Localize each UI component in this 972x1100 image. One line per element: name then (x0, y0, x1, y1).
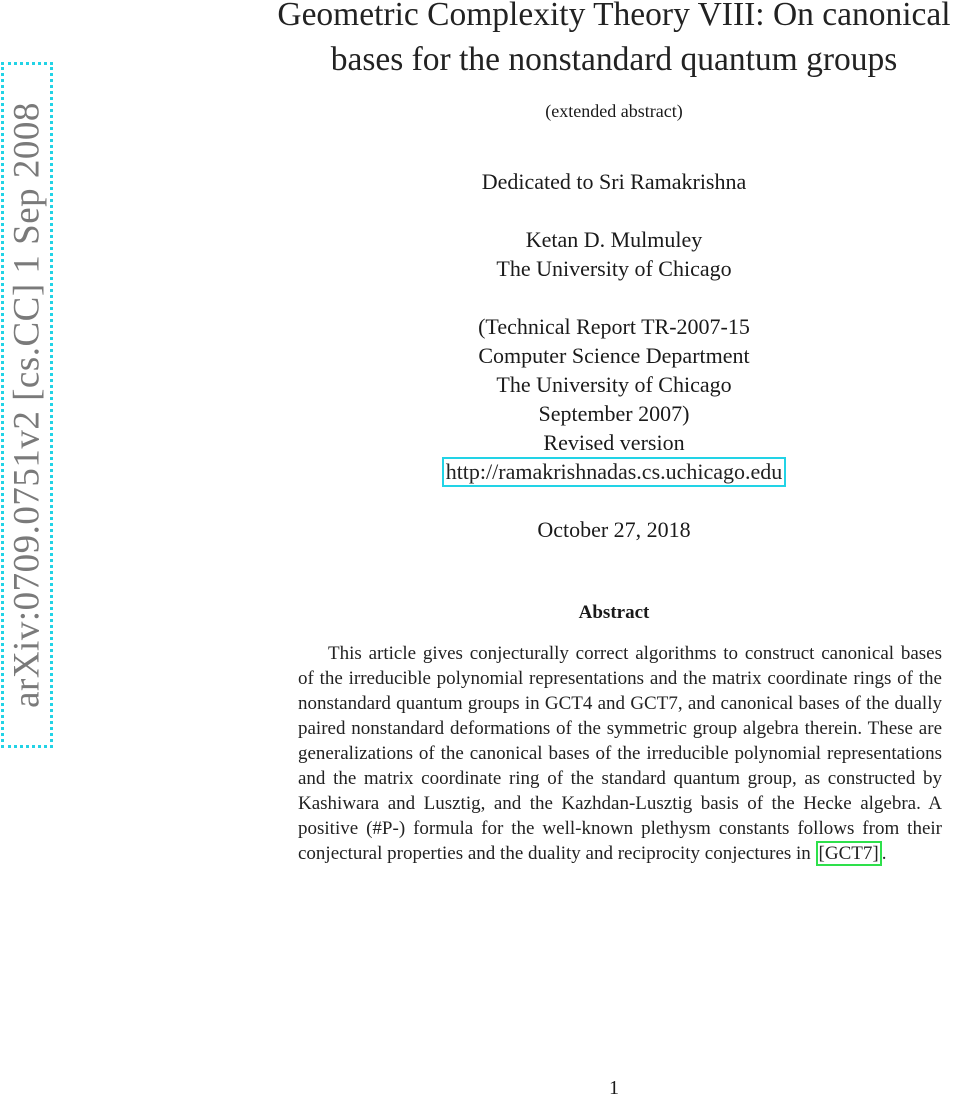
abstract-heading: Abstract (578, 602, 650, 623)
paper-subtitle: (extended abstract) (545, 101, 683, 121)
report-line-2: Computer Science Department (478, 343, 750, 368)
arxiv-identifier-text: arXiv:0709.0751v2 [cs.CC] 1 Sep 2008 (6, 102, 48, 708)
paper-title (256, 0, 972, 82)
page-number: 1 (609, 1077, 619, 1099)
author-block (256, 225, 972, 283)
report-line-5: Revised version (543, 430, 685, 455)
paper-date: October 27, 2018 (537, 517, 691, 542)
report-line-1: (Technical Report TR-2007-15 (478, 314, 750, 339)
citation-link-gct7[interactable]: [GCT7] (816, 841, 882, 866)
report-url-link[interactable]: http://ramakrishnadas.cs.uchicago.edu (442, 457, 787, 487)
author-affiliation: The University of Chicago (496, 256, 732, 281)
dedication: Dedicated to Sri Ramakrishna (481, 169, 747, 194)
arxiv-identifier-stamp[interactable] (1, 62, 53, 748)
author-name: Ketan D. Mulmuley (525, 227, 703, 252)
report-line-4: September 2007) (538, 401, 690, 426)
paper-title-line-2: bases for the nonstandard quantum groups (330, 41, 898, 78)
abstract-text: This article gives conjecturally correct algorithms to construct canonical bases of the irreducible polynomial representations and the matrix coordinate rings of the nonstandard quantum groups in GCT4 and GCT7, and canonical bases of the dually paired nonstandard deformations of the symmetric group algebra therein. These are generalizations of the canonical bases of the irreducible polynomial representations and the matrix coordinate ring of the standard quantum group, as constructed by Kashiwara and Lusztig, and the Kazhdan-Lusztig basis of the Hecke algebra. A positive (#P-) formula for the well-known plethysm constants follows from their conjectural properties and the duality and reciprocity conjectures in (298, 643, 942, 864)
abstract-body (298, 641, 942, 866)
report-block (256, 312, 972, 487)
paper-title-line-1: Geometric Complexity Theory VIII: On canonical (277, 0, 951, 33)
report-url-row (256, 457, 972, 487)
report-line-3: The University of Chicago (496, 372, 732, 397)
abstract-text-end: . (881, 843, 887, 864)
